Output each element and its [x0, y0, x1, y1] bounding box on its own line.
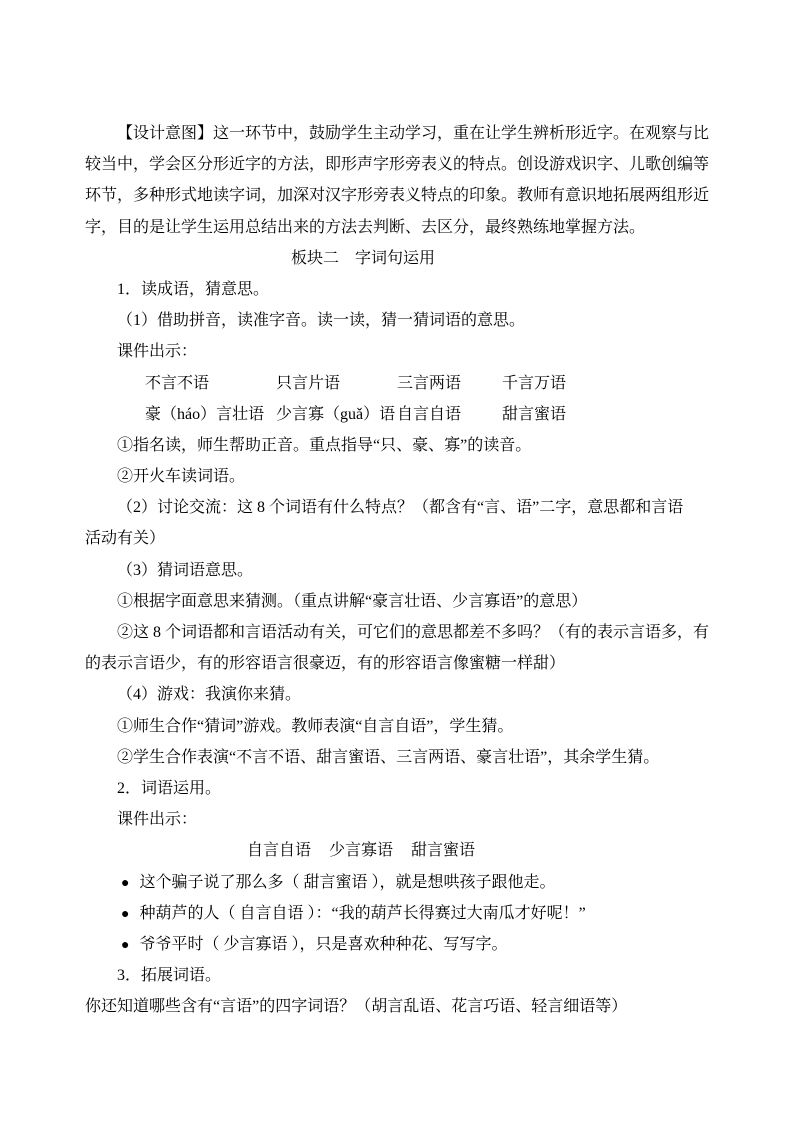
- activity1-step2-line: 活动有关）: [85, 530, 166, 548]
- activity1-step3-note: ①根据字面意思来猜测。（重点讲解“豪言壮语、少言寡语”的意思）: [117, 592, 588, 610]
- bullet-item: [85, 867, 710, 898]
- bullet-item-text: 种葫芦的人（ 自言自语 ）：“我的葫芦长得赛过大南瓜才好呢！”: [139, 904, 586, 922]
- activity1-step1-note: ②开火车读词语。: [117, 468, 246, 486]
- activity1-step4: （4）游戏：我演你来猜。: [117, 686, 302, 704]
- design-intent-line: 【设计意图】这一环节中，鼓励学生主动学习，重在让学生辨析形近字。在观察与比: [117, 125, 710, 142]
- activity1-step1-note: ①指名读，师生帮助正音。重点指导“只、豪、寡”的读音。: [117, 436, 532, 454]
- idiom-cell: 豪（háo）言壮语: [145, 405, 265, 423]
- word-bank-row: [85, 835, 710, 866]
- document-content: [85, 0, 710, 1022]
- word-bank-item: 自言自语: [247, 842, 312, 860]
- idiom-cell: 三言两语: [397, 374, 462, 392]
- courseware-label: 课件出示：: [117, 343, 198, 361]
- activity2-title: 2．词语运用。: [117, 779, 222, 797]
- activity1-step4-note: ②学生合作表演“不言不语、甜言蜜语、三言两语、豪言壮语”，其余学生猜。: [117, 748, 660, 766]
- bullet-item: [85, 898, 710, 929]
- bullet-icon: ●: [121, 906, 130, 922]
- activity1-step3-note-line: 的表示言语少，有的形容语言很豪迈，有的形容语言像蜜糖一样甜）: [85, 655, 566, 673]
- bullet-item-text: 这个骗子说了那么多（ 甜言蜜语 ），就是想哄孩子跟他走。: [139, 873, 556, 891]
- idiom-table-row: [85, 368, 710, 399]
- design-intent-line: 字，目的是让学生运用总结出来的方法去判断、去区分，最终熟练地掌握方法。: [85, 218, 646, 236]
- activity3-title: 3．拓展词语。: [117, 967, 222, 985]
- bullet-icon: ●: [121, 875, 130, 891]
- idiom-cell: 甜言蜜语: [502, 405, 567, 423]
- word-bank-item: 甜言蜜语: [411, 842, 476, 860]
- idiom-cell: 不言不语: [145, 374, 210, 392]
- design-intent-line: 较当中，学会区分形近字的方法，即形声字形旁表义的特点。创设游戏识字、儿歌创编等: [85, 156, 710, 174]
- idiom-cell: 少言寡（guǎ）语: [276, 405, 396, 423]
- activity1-title: 1．读成语，猜意思。: [117, 280, 270, 298]
- idiom-cell: 只言片语: [276, 374, 341, 392]
- word-bank-item: 少言寡语: [329, 842, 394, 860]
- bullet-item: [85, 929, 710, 960]
- bullet-icon: ●: [121, 937, 130, 953]
- activity1-step3: （3）猜词语意思。: [117, 561, 254, 579]
- courseware-label: 课件出示：: [117, 811, 198, 829]
- activity1-step4-note: ①师生合作“猜词”游戏。教师表演“自言自语”，学生猜。: [117, 717, 514, 735]
- activity3-question: 你还知道哪些含有“言语”的四字词语？（胡言乱语、花言巧语、轻言细语等）: [85, 998, 628, 1016]
- design-intent-line: 环节，多种形式地读字词，加深对汉字形旁表义特点的印象。教师有意识地拓展两组形近: [85, 187, 710, 205]
- idiom-table-row: [85, 399, 710, 430]
- activity1-step3-note-line: ②这 8 个词语都和言语活动有关，可它们的意思都差不多吗？（有的表示言语多，有: [117, 624, 710, 641]
- activity1-step2-line: （2）讨论交流：这 8 个词语有什么特点？（都含有“言、语”二字，意思都和言语: [117, 499, 684, 517]
- idiom-cell: 千言万语: [502, 374, 567, 392]
- activity1-step1: （1）借助拼音，读准字音。读一读，猜一猜词语的意思。: [117, 312, 526, 330]
- bullet-item-text: 爷爷平时（ 少言寡语 ），只是喜欢种种花、写写字。: [139, 935, 508, 953]
- idiom-cell: 自言自语: [397, 405, 462, 423]
- section-heading: 板块二 字词句运用: [291, 249, 436, 267]
